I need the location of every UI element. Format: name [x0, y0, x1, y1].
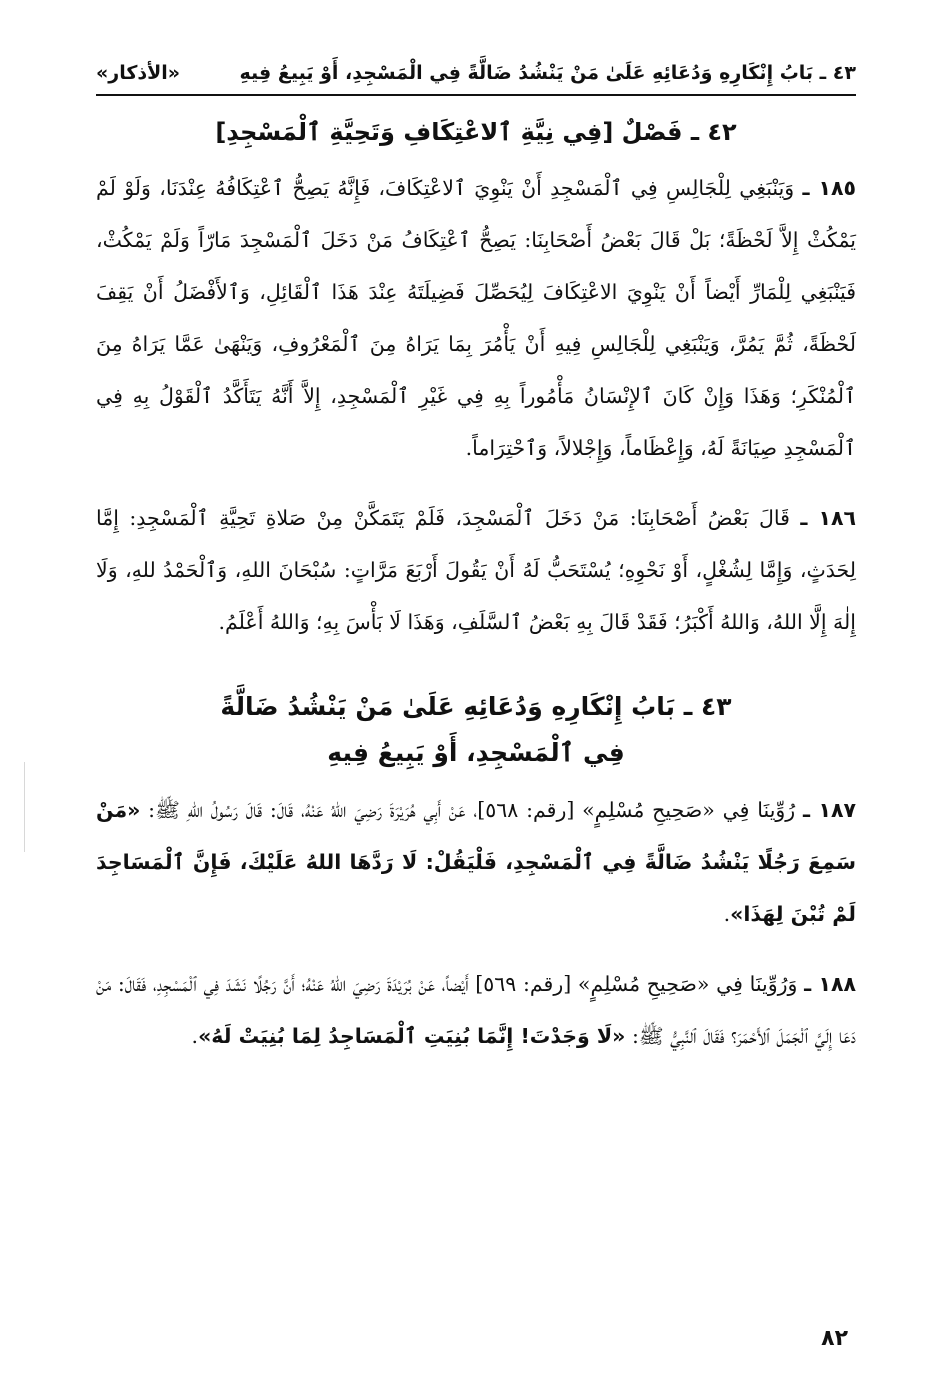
- scan-margin-mark: [24, 762, 25, 852]
- paragraph-spacer: [96, 940, 856, 958]
- paragraph-text: قَالَ بَعْضُ أَصْحَابِنَا: مَنْ دَخَلَ ٱلْمَسْجِدَ، فَلَمْ يَتَمَكَّنْ مِنْ صَلاةِ تَحِيَّةِ ٱلْمَسْجِدِ: إِمَّا لِحَدَثٍ، وَإِمَّا لِشُغْلٍ، أَوْ نَحْوِهِ؛ يُسْتَحَبُّ لَهُ أَنْ يَقُولَ أَرْبَعَ مَرَّاتٍ: سُبْحَانَ اللهِ، وَٱلْحَمْدُ للهِ، وَلَا إِلٰهَ إِلَّا اللهُ، وَاللهُ أَكْبَرُ؛ فَقَدْ قَالَ بِهِ بَعْضُ ٱلسَّلَفِ، وَهَذَا لَا بَأْسَ بِهِ؛ وَاللهُ أَعْلَمُ.: [96, 506, 856, 634]
- paragraph-number: ١٨٨ ـ: [804, 972, 856, 996]
- paragraph-text: وَيَنْبَغِي لِلْجَالِسِ فِي ٱلْمَسْجِدِ أَنْ يَنْوِيَ ٱلاعْتِكَافَ، فَإِنَّهُ يَصِحُّ ٱعْتِكَافُهُ عِنْدَنَا، وَلَوْ لَمْ يَمْكُثْ إِلاَّ لَحْظَةً؛ بَلْ قَالَ بَعْضُ أَصْحَابِنَا: يَصِحُّ ٱعْتِكَافُ مَنْ دَخَلَ ٱلْمَسْجِدَ مَارّاً وَلَمْ يَمْكُثْ، فَيَنْبَغِي لِلْمَارِّ أَيْضاً أَنْ يَنْوِيَ الاعْتِكَافَ لِيُحَصِّلَ فَضِيلَتَهُ عِنْدَ هَذَا ٱلْقَائِلِ، وَٱلأَفْضَلُ أَنْ يَقِفَ لَحْظَةً، ثُمَّ يَمُرَّ، وَيَنْبَغِي لِلْجَالِسِ فِيهِ أَنْ يَأْمُرَ بِمَا يَرَاهُ مِنَ ٱلْمَعْرُوفِ، وَيَنْهَىٰ عَمَّا يَرَاهُ مِنَ ٱلْمُنْكَرِ؛ وَهَذَا وَإِنْ كَانَ ٱلإِنْسَانُ مَأْمُوراً بِهِ فِي غَيْرِ ٱلْمَسْجِدِ، إِلاَّ أَنَّهُ يَتَأَكَّدُ ٱلْقَوْلُ بِهِ فِي ٱلْمَسْجِدِ صِيَانَةً لَهُ، وَإِعْظَاماً، وَإِجْلالاً، وَٱحْتِرَاماً.: [96, 176, 856, 460]
- hadith-quote: «مَنْ سَمِعَ رَجُلًا يَنْشُدُ ضَالَّةً فِي ٱلْمَسْجِدِ، فَلْيَقُلْ: لَا رَدَّهَا اللهُ عَلَيْكَ، فَإِنَّ ٱلْمَسَاجِدَ لَمْ تُبْنَ لِهَذَا»: [96, 798, 856, 926]
- hadith-quote: «لَا وَجَدْتَ! إِنَّمَا بُنِيَتِ ٱلْمَسَاجِدُ لِمَا بُنِيَتْ لَهُ»: [198, 1024, 626, 1048]
- running-head-book-title: «الأذكار»: [96, 62, 181, 84]
- paragraph-end: .: [191, 1024, 199, 1048]
- paragraph-187: [96, 784, 856, 940]
- paragraph-end: .: [723, 902, 731, 926]
- paragraph-number: ١٨٥ ـ: [802, 176, 856, 200]
- chapter-heading: [96, 684, 856, 776]
- paragraph-188: [96, 958, 856, 1062]
- paragraph-number: ١٨٦ ـ: [800, 506, 856, 530]
- chapter-heading-line-1: ٤٣ ـ بَابُ إِنْكَارِهِ وَدُعَائِهِ عَلَىٰ مَنْ يَنْشُدُ ضَالَّةً: [220, 692, 732, 721]
- section-heading: ٤٢ ـ فَصْلٌ [فِي نِيَّةِ ٱلاعْتِكَافِ وَتَحِيَّةِ ٱلْمَسْجِدِ]: [215, 118, 737, 146]
- paragraph-text: رُوِّينَا فِي «صَحِيحِ مُسْلِمٍ» [رقم: ٥٦٨]، عَنْ أَبِي هُرَيْرَةَ رَضِيَ اللهُ عَنْهُ، قَالَ: قَالَ رَسُولُ اللهِ ﷺ:: [140, 798, 796, 822]
- paragraph-number: ١٨٧ ـ: [803, 798, 856, 822]
- page-number: ٨٢: [821, 1326, 848, 1351]
- paragraph-186: [96, 492, 856, 648]
- chapter-heading-line-2: فِي ٱلْمَسْجِدِ، أَوْ يَبِيعُ فِيهِ: [327, 738, 625, 767]
- running-head: [96, 56, 856, 96]
- running-head-chapter-title: ٤٣ ـ بَابُ إِنْكَارِهِ وَدُعَائِهِ عَلَىٰ مَنْ يَنْشُدُ ضَالَّةً فِي الْمَسْجِدِ، أَوْ يَبِيعُ فِيهِ: [239, 62, 856, 84]
- paragraph-text: وَرُوِّينَا فِي «صَحِيحِ مُسْلِمٍ» [رقم: ٥٦٩] أَيْضاً، عَنْ بُرَيْدَةَ رَضِيَ اللهُ عَنْهُ؛ أَنَّ رَجُلًا نَشَدَ فِي ٱلْمَسْجِدِ، فَقَالَ: مَنْ دَعَا إِلَيَّ ٱلْجَمَلَ ٱلأَحْمَرَ؟ فَقَالَ ٱلنَّبِيُّ ﷺ:: [96, 972, 856, 1048]
- paragraph-spacer: [96, 474, 856, 492]
- book-page: [96, 56, 856, 1062]
- paragraph-185: [96, 162, 856, 474]
